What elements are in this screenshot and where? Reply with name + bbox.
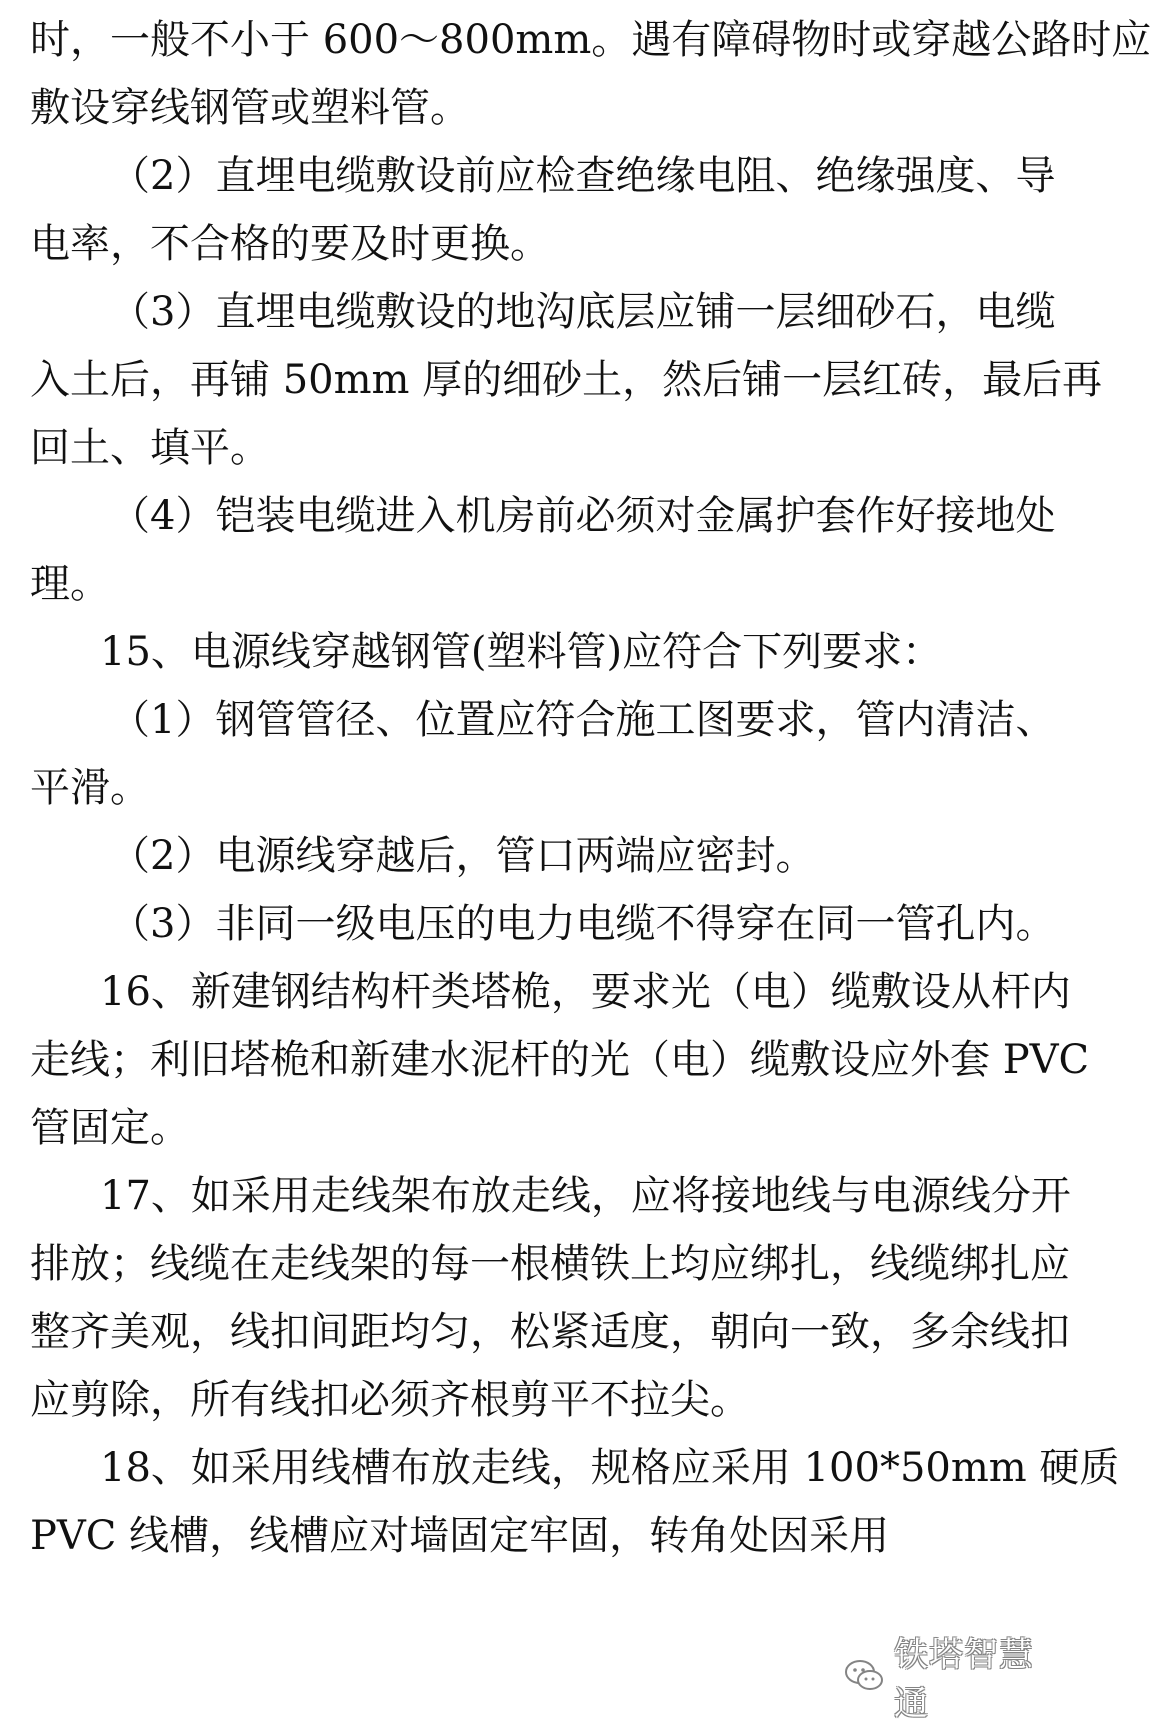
text-line: （2）电源线穿越后，管口两端应密封。 (110, 833, 816, 879)
text-line: 电率，不合格的要及时更换。 (30, 221, 550, 267)
text-line: 18、如采用线槽布放走线，规格应采用 100*50mm 硬质 (100, 1445, 1120, 1491)
wechat-icon (842, 1654, 886, 1698)
text-line: 敷设穿线钢管或塑料管。 (30, 85, 470, 131)
text-line: （4）铠装电缆进入机房前必须对金属护套作好接地处 (110, 493, 1056, 539)
text-line: 排放；线缆在走线架的每一根横铁上均应绑扎，线缆绑扎应 (30, 1241, 1070, 1287)
watermark-text: 铁塔智慧通 (894, 1635, 1034, 1724)
text-line: 时，一般不小于 600～800mm。遇有障碍物时或穿越公路时应 (30, 17, 1151, 63)
text-line: 理。 (30, 561, 110, 607)
text-line: PVC 线槽，线槽应对墙固定牢固，转角处因采用 (30, 1513, 890, 1559)
text-line: 平滑。 (30, 765, 150, 811)
text-line: （2）直埋电缆敷设前应检查绝缘电阻、绝缘强度、导 (110, 153, 1056, 199)
watermark (842, 1635, 1062, 1724)
text-line: 管固定。 (30, 1105, 190, 1151)
text-line: 回土、填平。 (30, 425, 270, 471)
text-line: 17、如采用走线架布放走线，应将接地线与电源线分开 (100, 1173, 1071, 1219)
text-line: （3）非同一级电压的电力电缆不得穿在同一管孔内。 (110, 901, 1056, 947)
text-line: 应剪除，所有线扣必须齐根剪平不拉尖。 (30, 1377, 750, 1423)
text-line: 走线；利旧塔桅和新建水泥杆的光（电）缆敷设应外套 PVC (30, 1037, 1090, 1083)
text-line: 16、新建钢结构杆类塔桅，要求光（电）缆敷设从杆内 (100, 969, 1071, 1015)
text-line: 15、电源线穿越钢管(塑料管)应符合下列要求： (100, 629, 943, 675)
text-line: 入土后，再铺 50mm 厚的细砂土，然后铺一层红砖，最后再 (30, 357, 1103, 403)
text-line: （3）直埋电缆敷设的地沟底层应铺一层细砂石，电缆 (110, 289, 1056, 335)
text-line: （1）钢管管径、位置应符合施工图要求，管内清洁、 (110, 697, 1056, 743)
text-line: 整齐美观，线扣间距均匀，松紧适度，朝向一致，多余线扣 (30, 1309, 1070, 1355)
